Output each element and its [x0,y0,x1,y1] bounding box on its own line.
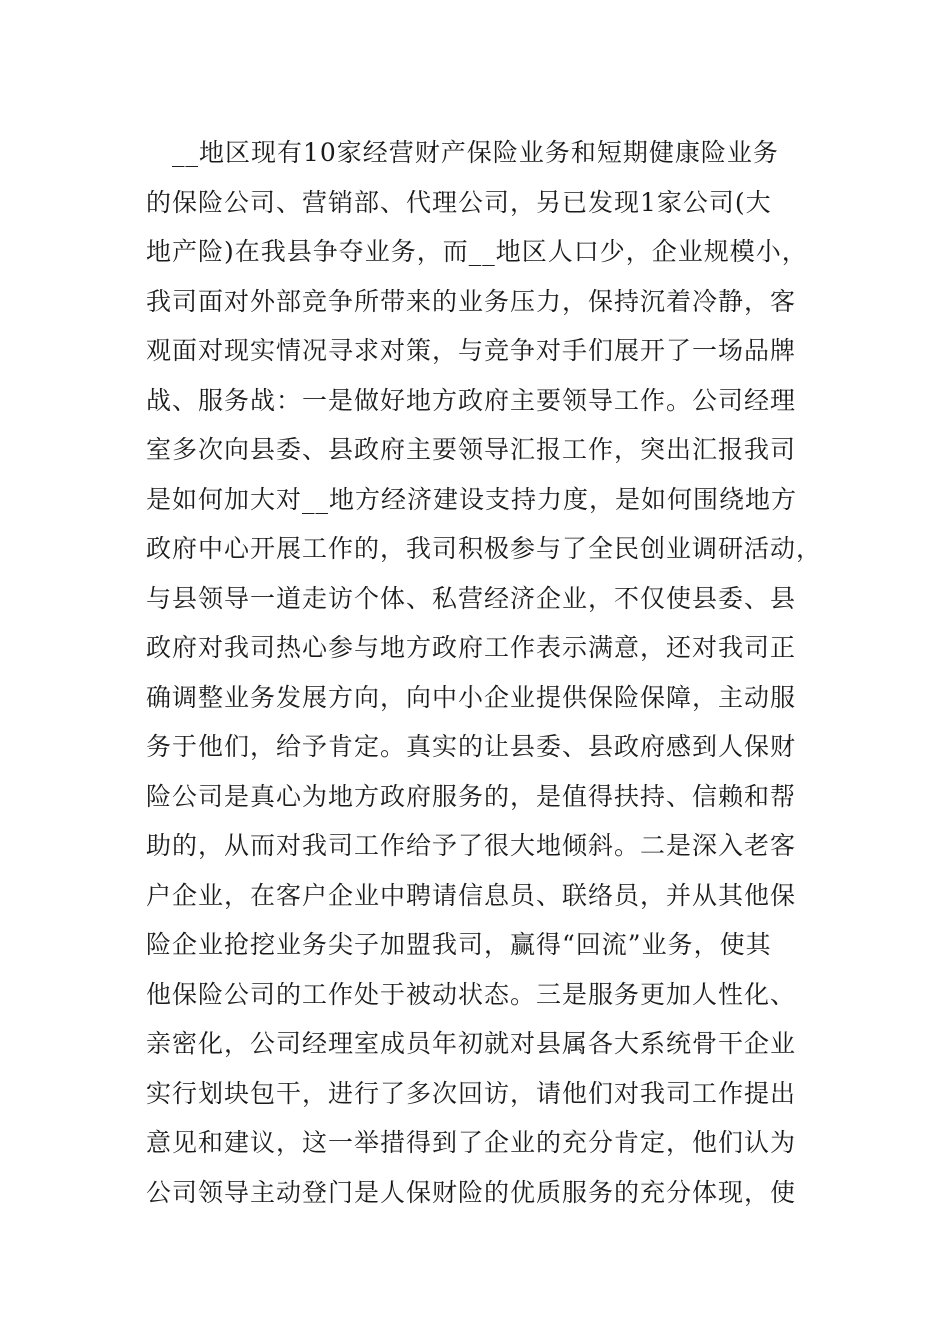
text-line: 政府中心开展工作的，我司积极参与了全民创业调研活动， [146,534,823,563]
text-line: 他保险公司的工作处于被动状态。三是服务更加人性化、 [146,979,797,1009]
text-line: 意见和建议，这一举措得到了企业的充分肯定，他们认为 [146,1128,797,1157]
text-line: 室多次向县委、县政府主要领导汇报工作，突出汇报我司 [146,435,797,464]
body-paragraph [146,128,823,1217]
text-line: 的保险公司、营销部、代理公司，另已发现1家公司(大 [146,187,772,217]
text-line: 公司领导主动登门是人保财险的优质服务的充分体现，使 [146,1177,797,1207]
text-line: 我司面对外部竞争所带来的业务压力，保持沉着冷静，客 [146,286,797,316]
text-line: 确调整业务发展方向，向中小企业提供保险保障，主动服 [146,682,797,712]
text-line: 观面对现实情况寻求对策，与竞争对手们展开了一场品牌 [146,336,797,365]
text-line: 务于他们，给予肯定。真实的让县委、县政府感到人保财 [146,732,797,761]
text-line: 亲密化，公司经理室成员年初就对县属各大系统骨干企业 [146,1029,797,1058]
text-line: 险公司是真心为地方政府服务的，是值得扶持、信赖和帮 [146,781,797,811]
text-line: 实行划块包干，进行了多次回访，请他们对我司工作提出 [146,1078,797,1108]
text-line: 险企业抢挖业务尖子加盟我司，赢得“回流”业务，使其 [146,930,772,959]
text-line: 地产险)在我县争夺业务，而__地区人口少，企业规模小， [146,237,808,266]
text-line: 与县领导一道走访个体、私营经济企业，不仅使县委、县 [146,583,797,613]
text-line: 战、服务战：一是做好地方政府主要领导工作。公司经理 [146,385,797,415]
text-line: 助的，从而对我司工作给予了很大地倾斜。二是深入老客 [146,831,797,860]
text-line: 政府对我司热心参与地方政府工作表示满意，还对我司正 [146,633,797,662]
text-line: __地区现有10家经营财产保险业务和短期健康险业务 [146,138,779,167]
text-line: 是如何加大对__地方经济建设支持力度，是如何围绕地方 [146,484,798,514]
text-line: 户企业，在客户企业中聘请信息员、联络员，并从其他保 [146,880,797,910]
